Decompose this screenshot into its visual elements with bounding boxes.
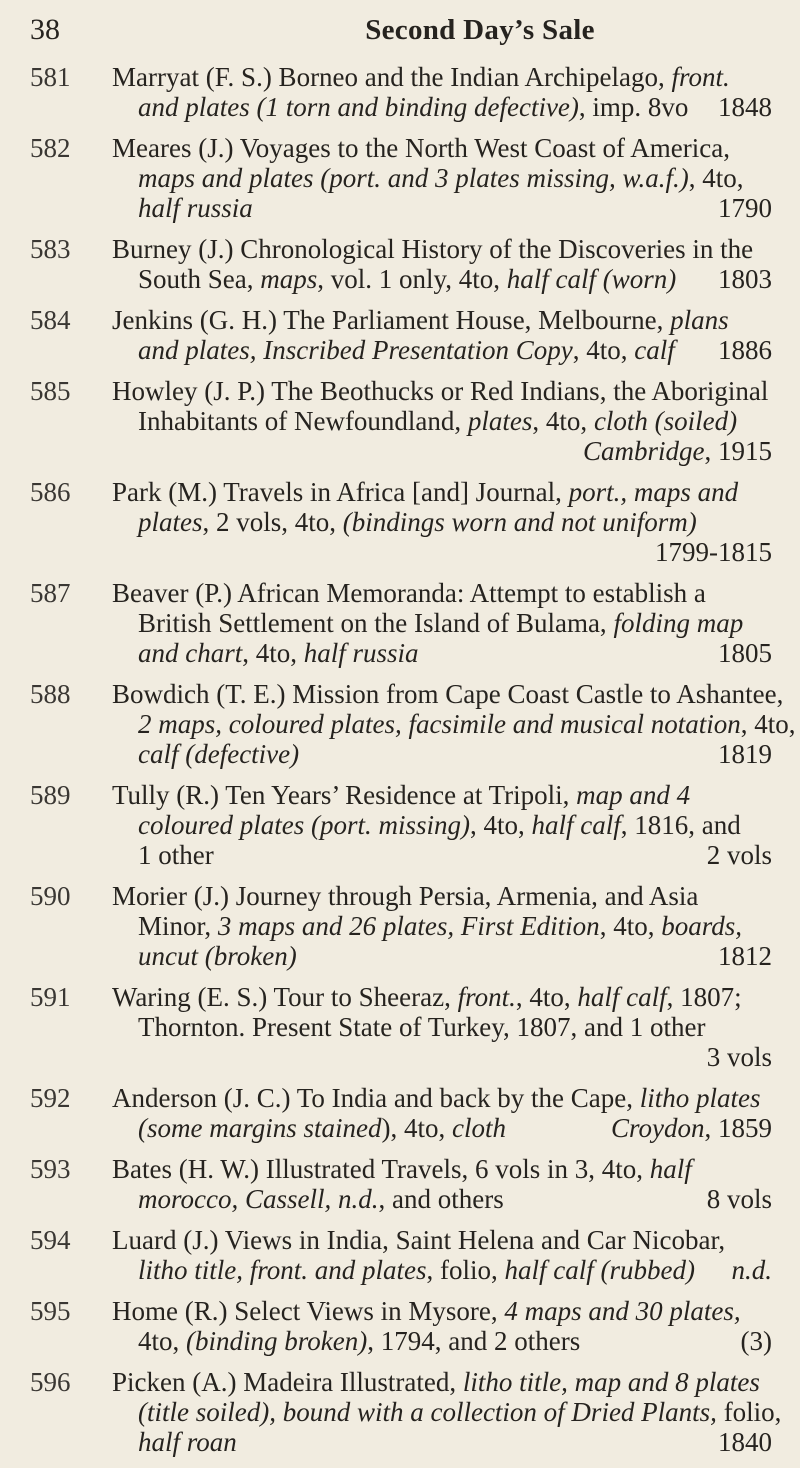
description-text [138,739,299,769]
text-run: , folio, [426,1255,505,1285]
lot-list [0,62,800,1468]
text-run: , 4to, [740,709,796,739]
text-run: , 2 vols, 4to, [202,507,343,537]
text-run: , 1794, and 2 others [367,1326,581,1356]
text-run: port., maps and [568,477,739,507]
text-run: , and others [378,1184,504,1214]
lot-number: 595 [30,1296,71,1326]
text-run: 4 maps and 30 plates, [504,1296,741,1326]
lot-description [112,1367,782,1457]
description-line [112,1397,782,1427]
description-line-last [112,638,772,668]
lot-date: 1819 [718,739,772,769]
text-run: half roan [138,1427,237,1457]
lot-entry [0,1083,800,1143]
lot-description [112,1225,772,1285]
description-line [112,1225,772,1255]
description-line [112,679,784,709]
description-line [112,608,772,638]
description-line-last [112,264,772,294]
lot-date [732,1255,773,1285]
lot-date: 2 vols [706,840,772,870]
text-run: calf [634,335,675,365]
lot-entry [0,982,800,1072]
lot-entry [0,1367,800,1457]
lot-date: 8 vols [706,1184,772,1214]
lot-description [112,234,772,294]
text-run: maps [260,264,318,294]
text-run: 1799-1815 [655,537,772,567]
lot-imprint [112,436,772,466]
text-run: Burney (J.) Chronological History of the Discoveries in the [112,234,754,264]
description-line [112,810,772,840]
text-run: litho title, front. and plates [138,1255,427,1285]
lot-date: (3) [740,1326,772,1356]
description-line [112,780,772,810]
lot-date: 1803 [718,264,772,294]
text-run: ), 4to, [381,1113,452,1143]
text-run: half calf (rubbed) [504,1255,695,1285]
text-run: Park (M.) Travels in Africa [and] Journal, [112,477,569,507]
text-run: 1 other [138,840,214,870]
lot-number: 594 [30,1225,71,1255]
lot-description [112,477,772,567]
text-run: (binding broken) [186,1326,368,1356]
text-run: 4to, [138,1326,187,1356]
text-run: Luard (J.) Views in India, Saint Helena and Car Nicobar, [112,1225,726,1255]
description-text [138,638,419,668]
text-run: maps and plates (port. and 3 plates missing, w.a.f.) [138,163,689,193]
lot-date: 1790 [718,193,772,223]
lot-number: 592 [30,1083,71,1113]
text-run: Home (R.) Select Views in Mysore, [112,1296,505,1326]
text-run: Minor, [138,911,218,941]
text-run: front. [671,62,730,92]
description-line [112,709,796,739]
text-run: n.d. [731,1255,772,1285]
text-run: (some margins stained [138,1113,382,1143]
description-text [138,1255,695,1285]
lot-number: 582 [30,133,71,163]
lot-entry [0,1154,800,1214]
text-run: litho title, map and 8 plates [462,1367,760,1397]
text-run: coloured plates (port. missing) [138,810,470,840]
text-run: , 4to, [532,406,594,436]
lot-number: 593 [30,1154,71,1184]
text-run: , 4to, [572,335,635,365]
description-text [138,335,675,365]
text-run: Marryat (F. S.) Borneo and the Indian Archipelago, [112,62,672,92]
text-run: plates [138,507,203,537]
text-run: , 4to, [469,810,532,840]
text-run: 3 maps and 26 plates, First Edition [217,911,600,941]
description-line [112,911,772,941]
description-text [138,1113,506,1143]
text-run: Howley (J. P.) The Beothucks or Red Indians, the Aboriginal [112,376,769,406]
lot-number: 596 [30,1367,71,1397]
text-run: half calf (worn) [506,264,677,294]
lot-entry [0,305,800,365]
description-line [112,133,772,163]
text-run: Waring (E. S.) Tour to Sheeraz, [112,982,458,1012]
lot-imprint [112,1042,772,1072]
description-text [138,941,297,971]
text-run: front. [457,982,516,1012]
lot-date [611,1113,772,1143]
text-run: and chart [138,638,243,668]
description-line [112,62,772,92]
description-line [112,1154,772,1184]
text-run: , imp. 8vo [578,92,689,122]
lot-number: 590 [30,881,71,911]
text-run: , 4to, [242,638,304,668]
text-run: morocco, Cassell, n.d. [138,1184,379,1214]
lot-description [112,133,772,223]
lot-number: 584 [30,305,71,335]
description-line [112,881,772,911]
text-run: half [649,1154,692,1184]
description-line [112,376,772,406]
description-text [138,193,253,223]
description-line [112,507,772,537]
lot-date: 1805 [718,638,772,668]
text-run: Anderson (J. C.) To India and back by the Cape, [112,1083,640,1113]
text-run: Bates (H. W.) Illustrated Travels, 6 vols in 3, 4to, [112,1154,650,1184]
text-run: half russia [138,193,253,223]
text-run: Inhabitants of Newfoundland, [138,406,468,436]
description-line-last [112,335,772,365]
lot-number: 586 [30,477,71,507]
lot-number: 591 [30,982,71,1012]
description-line [112,1367,772,1397]
text-run: Tully (R.) Ten Years’ Residence at Tripoli, [112,780,577,810]
text-run: , 4to, [515,982,578,1012]
lot-imprint [112,537,772,567]
text-run: uncut (broken) [138,941,297,971]
lot-entry [0,780,800,870]
lot-entry [0,578,800,668]
description-line-last [112,941,772,971]
text-run: , 1807; [666,982,742,1012]
text-run: British Settlement on the Island of Bulama, [138,608,614,638]
text-run: calf (defective) [138,739,300,769]
description-text [138,1184,504,1214]
text-run: South Sea, [138,264,261,294]
lot-date: 1848 [718,92,772,122]
lot-date: 1886 [718,335,772,365]
lot-entry [0,234,800,294]
text-run: 2 maps, coloured plates, facsimile and musical notation [138,709,741,739]
text-run: map and 4 [576,780,691,810]
lot-entry [0,881,800,971]
text-run: Meares (J.) Voyages to the North West Coast of America, [112,133,730,163]
text-run: (title soiled), bound with a collection of Dried Plants, [138,1397,717,1427]
lot-entry [0,679,800,769]
description-line-last [112,739,772,769]
lot-number: 581 [30,62,71,92]
lot-number: 587 [30,578,71,608]
description-line [112,1296,772,1326]
text-run: Morier (J.) Journey through Persia, Armenia, and Asia [112,881,699,911]
text-run: , vol. 1 only, 4to, [317,264,507,294]
text-run: plans [670,305,729,335]
description-line [112,1012,772,1042]
text-run: cloth (soiled) [593,406,738,436]
text-run: Croydon [611,1113,705,1143]
lot-entry [0,477,800,567]
text-run: Beaver (P.) African Memoranda: Attempt to establish a [112,578,706,608]
lot-entry [0,62,800,122]
lot-description [112,62,772,122]
page-number: 38 [30,13,60,46]
description-line-last [112,92,772,122]
text-run: Bowdich (T. E.) Mission from Cape Coast Castle to Ashantee, [112,679,784,709]
description-line [112,578,772,608]
description-line-last [112,193,772,223]
lot-description [112,1154,772,1214]
text-run: Jenkins (G. H.) The Parliament House, Melbourne, [112,305,671,335]
description-line-last [112,1184,772,1214]
description-line-last [112,1113,772,1143]
lot-description [112,1083,772,1143]
description-line [112,982,772,1012]
description-line [112,163,772,193]
lot-date: 1840 [718,1427,772,1457]
text-run: , 1816, and [620,810,741,840]
description-text [138,840,214,870]
lot-entry [0,133,800,223]
lot-description [112,982,772,1072]
lot-entry [0,1296,800,1356]
text-run: boards, [661,911,742,941]
text-run: and plates (1 torn and binding defective) [138,92,579,122]
lot-description [112,881,772,971]
page-header [0,10,800,50]
description-line [112,477,772,507]
lot-description [112,780,772,870]
text-run: Thornton. Present State of Turkey, 1807, and 1 other [138,1012,706,1042]
text-run: folio, [716,1397,782,1427]
text-run: , 4to, [599,911,662,941]
text-run: , 1915 [704,436,772,466]
text-run: , 1859 [704,1113,772,1143]
text-run: plates [467,406,533,436]
lot-number: 589 [30,780,71,810]
lot-number: 588 [30,679,71,709]
text-run: folding map [613,608,744,638]
description-line-last [112,1255,772,1285]
lot-description [112,578,772,668]
text-run: half calf [531,810,621,840]
lot-date: 1812 [718,941,772,971]
description-line-last [112,1326,772,1356]
text-run: half russia [303,638,419,668]
text-run: Cambridge [583,436,705,466]
description-text [138,1427,237,1457]
lot-number: 583 [30,234,71,264]
text-run: Picken (A.) Madeira Illustrated, [112,1367,463,1397]
lot-entry [0,376,800,466]
description-line-last [112,840,772,870]
description-line-last [112,1427,772,1457]
text-run: 3 vols [706,1042,772,1072]
lot-description [112,679,796,769]
lot-description [112,1296,772,1356]
text-run: half calf [577,982,667,1012]
description-line [112,305,772,335]
text-run: and plates, Inscribed Presentation Copy [138,335,573,365]
description-text [138,264,676,294]
lot-description [112,305,772,365]
description-text [138,92,688,122]
lot-number: 585 [30,376,71,406]
description-line [112,406,772,436]
lot-entry [0,1225,800,1285]
text-run: litho plates [639,1083,761,1113]
running-head: Second Day’s Sale [365,14,595,46]
text-run: (bindings worn and not uniform) [342,507,697,537]
description-line [112,234,772,264]
description-line [112,1083,772,1113]
lot-description [112,376,772,466]
text-run: , 4to, [688,163,744,193]
text-run: cloth [452,1113,506,1143]
description-text [138,1326,580,1356]
